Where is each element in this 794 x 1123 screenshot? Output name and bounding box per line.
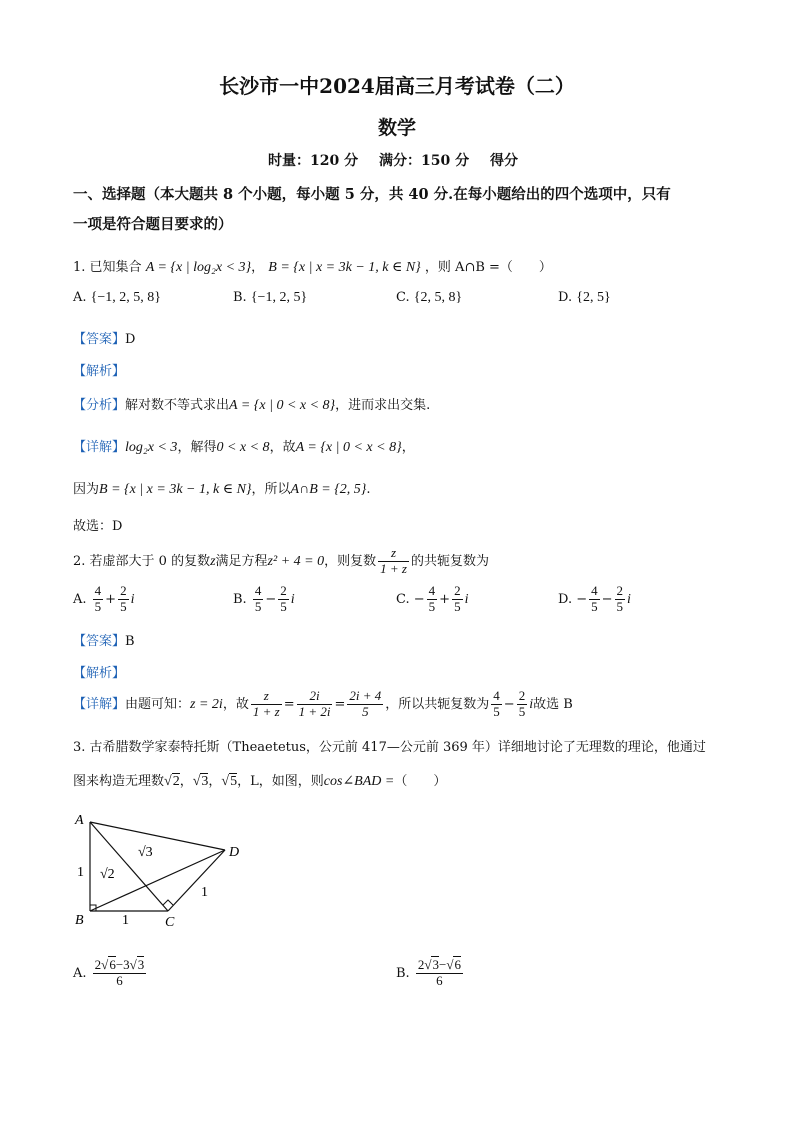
detail-math-3: A = {x | 0 < x < 8} (295, 440, 402, 455)
q1-option-b[interactable] (233, 290, 307, 306)
sign: − (413, 591, 425, 607)
detail-text-2: ，所以共轭复数为 (385, 696, 490, 712)
q3-option-a[interactable] (73, 958, 148, 989)
fraction (118, 584, 129, 615)
radicand: 3 (432, 957, 439, 972)
option-label: B. (233, 290, 247, 305)
detail-text: 由题可知： (125, 696, 191, 712)
option-label: C. (396, 591, 410, 607)
imag-unit: i (130, 591, 135, 607)
operator: − (601, 591, 613, 607)
time-limit: 时量：120 分 (268, 153, 359, 169)
q2-equation: z² + 4 = 0 (267, 553, 325, 569)
fraction (491, 689, 502, 720)
answer-value: B (125, 634, 135, 649)
fraction (427, 584, 438, 615)
numerator: z (263, 688, 269, 703)
geometry-figure (70, 808, 260, 933)
detail-text-2: ，故 (269, 440, 296, 455)
ellipsis-glyph: L (250, 774, 259, 789)
numerator: 2i + 4 (349, 688, 382, 703)
fraction (615, 584, 626, 615)
label-a: A (75, 813, 84, 828)
q3-option-b[interactable] (396, 958, 465, 989)
q3-paren: （ ） (394, 774, 447, 789)
sqrt-3: √3 (192, 774, 209, 789)
denominator: 1 + 2i (298, 703, 331, 719)
detail-end: 故选 B (533, 696, 573, 712)
numerator: 2√6−3√3 (94, 957, 145, 972)
denominator: 5 (493, 703, 500, 719)
numerator: 4 (254, 583, 262, 598)
answer-tag: 【答案】 (73, 332, 126, 347)
q2-analysis-tag (73, 662, 125, 681)
label-c: C (165, 915, 175, 930)
q1-detail (73, 436, 415, 456)
q2-mid2: ，则复数 (324, 553, 377, 569)
radicand: 6 (454, 957, 461, 972)
coef: 2 (94, 957, 102, 972)
option-label: A. (73, 290, 87, 305)
q1-since (73, 478, 371, 498)
since-math-2: A∩B = {2, 5} (290, 482, 367, 497)
segment-cd (168, 850, 225, 911)
numerator: 2 (280, 583, 287, 598)
imag-unit: i (529, 696, 534, 712)
analysis-tag: 【解析】 (73, 666, 126, 681)
q2-fraction (378, 546, 409, 577)
imag-unit: i (464, 591, 469, 607)
score-got: 得分 (489, 153, 518, 169)
operator: − (503, 696, 515, 712)
operator: − (438, 957, 447, 972)
denominator: 5 (518, 703, 526, 719)
fenxi-tag: 【分析】 (73, 398, 126, 413)
operator: + (105, 591, 117, 607)
fraction (253, 584, 264, 615)
subject-title: 数学 (377, 117, 416, 139)
denominator: 5 (94, 598, 102, 614)
equals: = (283, 696, 295, 712)
denominator: 6 (416, 973, 463, 989)
fraction (347, 689, 383, 720)
detail-text-1: ，解得 (177, 440, 217, 455)
fraction (452, 584, 463, 615)
answer-value: D (125, 332, 136, 347)
imag-unit: i (627, 591, 631, 607)
operator: + (439, 591, 451, 607)
answer-tag: 【答案】 (73, 634, 126, 649)
denominator: 1 + z (380, 560, 407, 576)
radicand: 3 (201, 774, 209, 789)
q1-set-b: B = {x | x = 3k − 1, k ∈ N} (268, 260, 421, 275)
label-ac-length: √2 (100, 867, 115, 882)
fraction (278, 584, 289, 615)
section-heading-line1: 一、选择题（本大题共 8 个小题，每小题 5 分，共 40 分.在每小题给出的四个选项中，只有 (73, 186, 671, 203)
fraction (297, 689, 333, 720)
option-label: C. (396, 290, 410, 305)
q2-mid: 满足方程 (215, 553, 268, 569)
radicand: 5 (230, 774, 238, 789)
fenxi-math: A = {x | 0 < x < 8} (229, 398, 336, 413)
numerator: 4 (94, 583, 102, 598)
detail-tag: 【详解】 (73, 696, 126, 712)
q1-analysis-tag (73, 360, 125, 379)
fraction (517, 689, 528, 720)
q1-option-c[interactable] (396, 290, 462, 306)
sqrt-2: √2 (164, 774, 180, 789)
since-math-1: B = {x | x = 3k − 1, k ∈ N} (99, 482, 252, 497)
q1-stem (73, 256, 552, 276)
option-value: {−1, 2, 5} (250, 290, 308, 305)
coef: 2 (417, 957, 425, 972)
q3-cos: cos∠BAD = (323, 774, 395, 789)
since-mid: ，所以 (251, 482, 291, 497)
q1-set-a: A = {x | log₂x < 3} (145, 260, 252, 275)
detail-text-3: ， (401, 440, 415, 455)
option-value: {2, 5} (576, 290, 611, 305)
fenxi-text-end: ，进而求出交集. (335, 398, 431, 413)
label-ab-length: 1 (77, 865, 84, 880)
since-end: . (366, 482, 371, 497)
label-ad-length: √3 (138, 845, 153, 860)
option-label: A. (73, 591, 87, 607)
q1-option-d[interactable] (558, 290, 611, 306)
q3-mid: ，如图，则 (258, 774, 324, 789)
option-value: {2, 5, 8} (413, 290, 463, 305)
detail-math-2: 0 < x < 8 (216, 440, 270, 455)
label-d: D (229, 845, 240, 860)
q3-text: 图来构造无理数 (73, 774, 165, 789)
option-label: B. (233, 591, 247, 607)
right-angle-c (163, 900, 173, 905)
numerator: 2i (309, 688, 320, 703)
option-label: D. (558, 591, 573, 607)
fenxi-text: 解对数不等式求出 (125, 398, 230, 413)
numerator: 4 (493, 688, 500, 703)
denominator: 5 (428, 598, 436, 614)
q3-line1: 3. 古希腊数学家泰特托斯（Theaetetus，公元前 417—公元前 369 年）详细地讨论了无理数的理论，他通过 (73, 740, 706, 755)
option-label: B. (396, 965, 410, 981)
q3-line2 (73, 770, 446, 790)
page-title: 长沙市一中2024届高三月考试卷（二） (219, 74, 575, 98)
denominator: 5 (454, 598, 461, 614)
denominator: 5 (280, 598, 287, 614)
numerator: 2√3−√6 (417, 957, 461, 972)
analysis-tag: 【解析】 (73, 364, 126, 379)
numerator: 4 (428, 583, 436, 598)
q1-fenxi (73, 394, 430, 414)
detail-math-1: log₂x < 3 (125, 440, 178, 455)
fraction (251, 689, 282, 720)
q2-option-d[interactable] (558, 584, 631, 615)
operator: − (115, 957, 124, 972)
q1-option-a[interactable] (73, 290, 161, 306)
label-cd-length: 1 (201, 885, 208, 900)
q2-z: z (210, 553, 216, 569)
denominator: 5 (254, 598, 262, 614)
numerator: 2 (120, 583, 127, 598)
detail-tag: 【详解】 (73, 440, 126, 455)
numerator: 2 (616, 583, 624, 598)
radicand: 3 (137, 957, 145, 972)
equals: = (334, 696, 346, 712)
q2-option-c[interactable] (396, 584, 468, 615)
q2-answer (73, 630, 135, 649)
full-score: 满分：150 分 (378, 153, 470, 169)
since-text: 因为 (73, 482, 100, 497)
q2-stem (73, 546, 489, 577)
comma: ， (237, 774, 251, 789)
denominator: 1 + z (252, 703, 280, 719)
numerator: 2 (454, 583, 461, 598)
q1-choose: 故选：D (73, 519, 123, 534)
fraction (93, 958, 147, 989)
numerator: 4 (591, 583, 598, 598)
q1-answer (73, 328, 135, 347)
q2-text: 2. 若虚部大于 0 的复数 (73, 553, 211, 569)
denominator: 6 (93, 973, 147, 989)
option-label: A. (73, 965, 87, 981)
imag-unit: i (290, 591, 295, 607)
radicand: 6 (109, 957, 116, 972)
sqrt-5: √5 (221, 774, 238, 789)
label-bc-length: 1 (122, 913, 129, 928)
fraction (416, 958, 463, 989)
comma: ， (179, 774, 193, 789)
q1-sep: ， (251, 260, 265, 275)
q2-post: 的共轭复数为 (410, 553, 489, 569)
numerator: z (391, 545, 397, 560)
q2-detail (73, 689, 573, 720)
option-value: {−1, 2, 5, 8} (90, 290, 162, 305)
fraction (93, 584, 104, 615)
operator: − (265, 591, 277, 607)
numerator: 2 (518, 688, 526, 703)
sign: − (576, 591, 588, 607)
q2-option-a[interactable] (73, 584, 134, 615)
q1-num: 1. 已知集合 (73, 260, 142, 275)
denominator: 5 (616, 598, 624, 614)
section-heading-line2: 一项是符合题目要求的） (73, 216, 233, 233)
option-label: D. (558, 290, 573, 305)
denominator: 5 (347, 704, 383, 720)
detail-math: z = 2i (190, 696, 223, 712)
denominator: 5 (591, 598, 598, 614)
radicand: 2 (172, 774, 180, 789)
coef: 3 (123, 957, 130, 972)
q2-option-b[interactable] (233, 584, 295, 615)
fraction (589, 584, 600, 615)
q1-ask: ，则 A∩B =（ ） (424, 260, 552, 275)
exam-meta (268, 150, 534, 170)
comma: ， (208, 774, 222, 789)
denominator: 5 (120, 598, 127, 614)
detail-text-1: ，故 (222, 696, 249, 712)
label-b: B (75, 913, 84, 928)
